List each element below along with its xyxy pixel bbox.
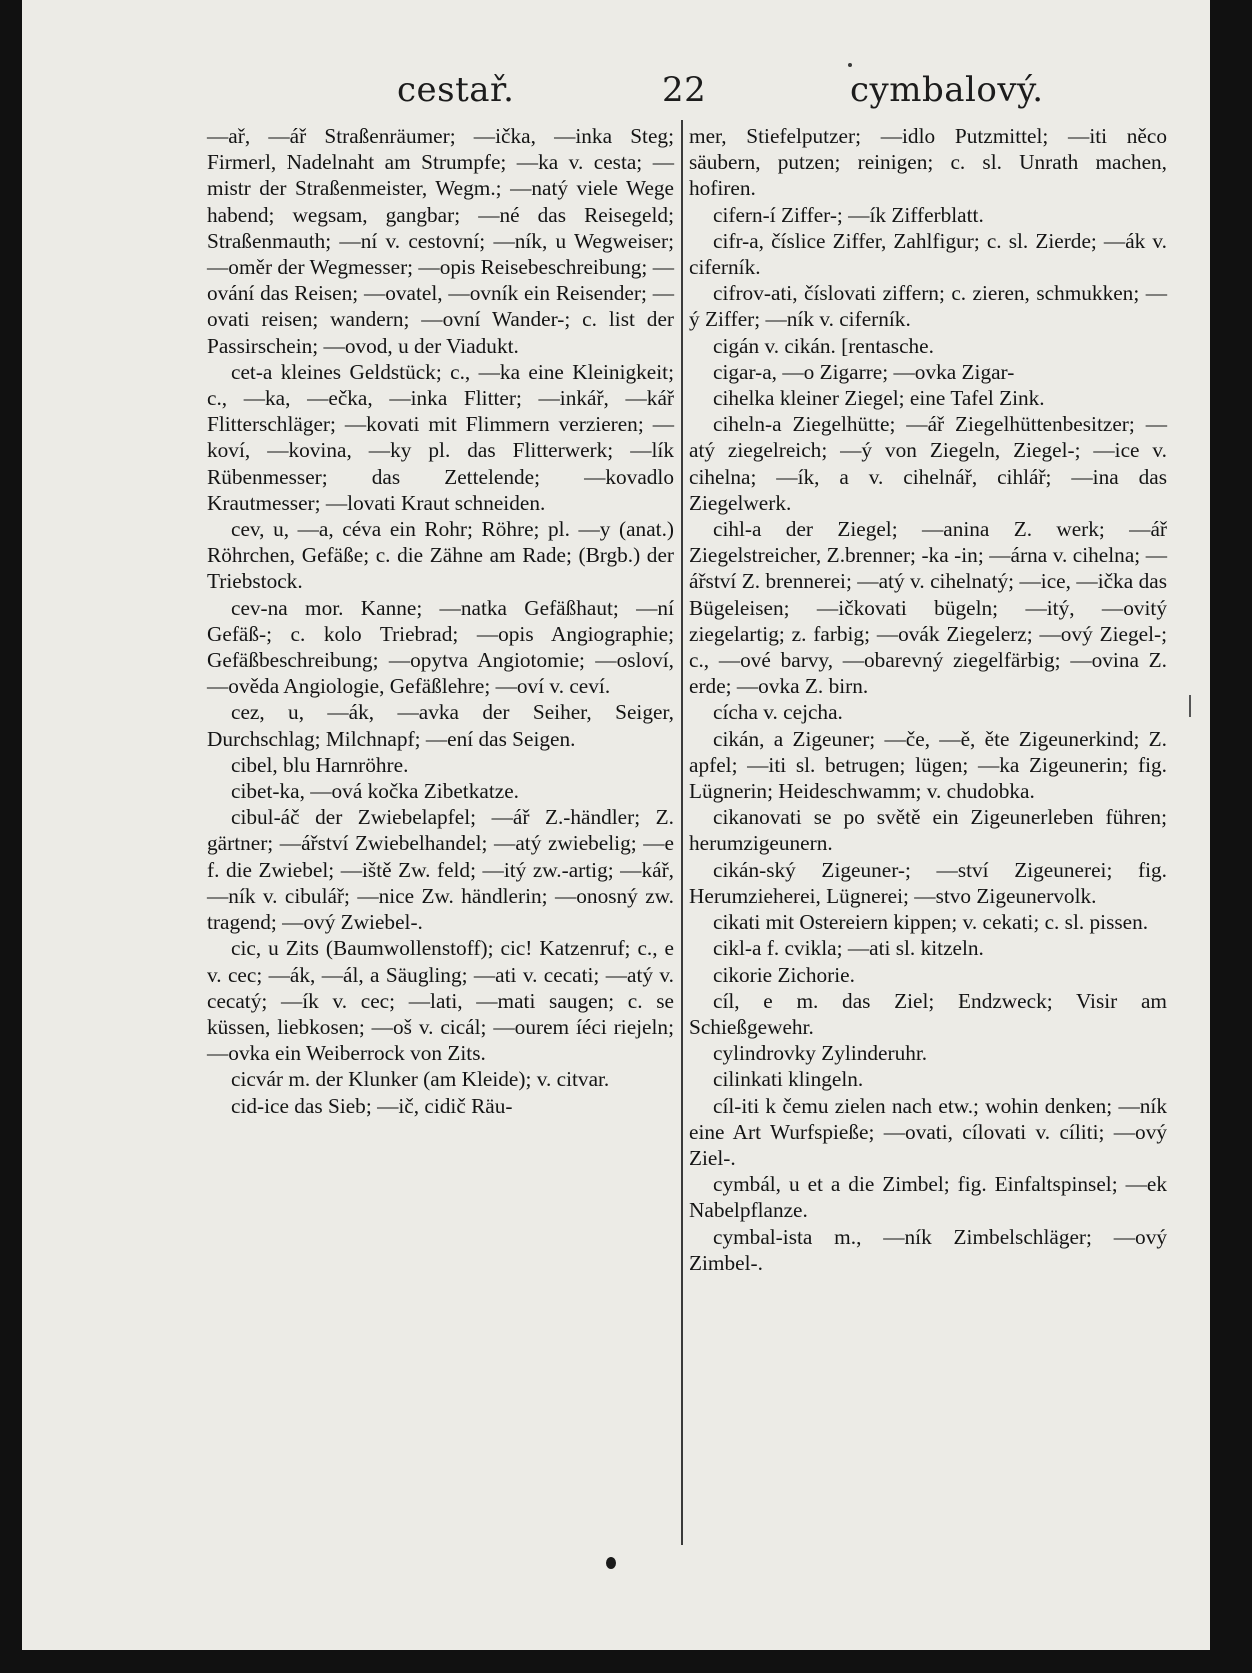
left-guideword: cestař. xyxy=(397,70,515,110)
dictionary-entry: cifrov-ati, číslovati ziffern; c. zieren, schmukken; —ý Ziffer; —ník v. ciferník. xyxy=(689,281,1167,332)
dictionary-entry: cifr-a, číslice Ziffer, Zahlfigur; c. sl. Zierde; —ák v. ciferník. xyxy=(689,228,1167,280)
right-guideword: cymbalový. xyxy=(850,70,1044,110)
print-speck xyxy=(848,63,852,67)
dictionary-entry: cihelka kleiner Ziegel; eine Tafel Zink. xyxy=(713,386,1045,411)
dictionary-entry: cigán v. cikán. [rentasche. xyxy=(713,333,934,358)
right-column xyxy=(689,123,1167,1276)
dictionary-entry: cylindrovky Zylinderuhr. xyxy=(713,1041,928,1066)
dictionary-entry: cez, u, —ák, —avka der Seiher, Seiger, Durchschlag; Milchnapf; —ení das Seigen. xyxy=(207,700,674,751)
dictionary-entry: cymbál, u et a die Zimbel; fig. Einfaltspinsel; —ek Nabelpflanze. xyxy=(689,1172,1167,1223)
dictionary-entry: cícha v. cejcha. xyxy=(713,700,843,725)
dictionary-entry: —ař, —ář Straßenräumer; —ička, —inka Steg; Firmerl, Nadelnaht am Strumpfe; —ka v. cesta; —mistr der Straßenmeister, Wegm.; —natý viele Wege habend; wegsam, gangbar; —né das Reisegeld; Straßenmauth; —ní v. cestovní; —ník, u Wegweiser; —oměr der Wegmesser; —opis Reisebeschreibung; —ování das Reisen; —ovatel, —ovník ein Reisender; —ovati reisen; wandern; —ovní Wander-; c. list der Passirschein; —ovod, u der Viadukt. xyxy=(207,124,674,358)
dictionary-entry: cikl-a f. cvikla; —ati sl. kitzeln. xyxy=(713,936,984,961)
column-divider xyxy=(681,120,683,1545)
dictionary-entry: cid-ice das Sieb; —ič, cidič Räu- xyxy=(231,1093,513,1118)
dictionary-entry: cymbal-ista m., —ník Zimbelschläger; —ový Zimbel-. xyxy=(689,1224,1167,1275)
page-header xyxy=(22,70,1210,120)
footer-dot xyxy=(606,1557,616,1569)
dictionary-entry: cikanovati se po světě ein Zigeunerleben führen; herumzigeunern. xyxy=(689,805,1167,856)
dictionary-entry: cev-na mor. Kanne; —natka Gefäßhaut; —ní Gefäß-; c. kolo Triebrad; —opis Angiographie; Gefäßbeschreibung; —opytva Angiotomie; —osloví, —ověda Angiologie, Gefäßlehre; —oví v. ceví. xyxy=(207,595,674,699)
dictionary-entry: cikorie Zichorie. xyxy=(713,962,855,987)
dictionary-page xyxy=(22,0,1210,1650)
dictionary-entry: cíl, e m. das Ziel; Endzweck; Visir am Schießgewehr. xyxy=(689,988,1167,1039)
left-column xyxy=(207,123,674,1119)
dictionary-entry: cibet-ka, —ová kočka Zibetkatze. xyxy=(231,779,519,804)
dictionary-entry: cev, u, —a, céva ein Rohr; Röhre; pl. —y (anat.) Röhrchen, Gefäße; c. die Zähne am Rade; (Brgb.) der Triebstock. xyxy=(207,517,674,594)
dictionary-entry: ciheln-a Ziegelhütte; —ář Ziegelhüttenbesitzer; —atý ziegelreich; —ý von Ziegeln, Ziegel-; —ice v. cihelna; —ík, a v. cihelnář, cihlář; —ina das Ziegelwerk. xyxy=(689,412,1167,515)
dictionary-entry: cihl-a der Ziegel; —anina Z. werk; —ář Ziegelstreicher, Z.brenner; -ka -in; —árna v. cihelna; —ářství Z. brennerei; —atý v. cihelnatý; —ice, —ička das Bügeleisen; —ičkovati bügeln; —itý, —ovitý ziegelartig; z. farbig; —ovák Ziegelerz; —ový Ziegel-; c., —ové barvy, —obarevný ziegelfärbig; —ovina Z. erde; —ovka Z. birn. xyxy=(689,517,1167,699)
dictionary-entry: cic, u Zits (Baumwollenstoff); cic! Katzenruf; c., e v. cec; —ák, —ál, a Säugling; —ati v. cecati; —atý v. cecatý; —ík v. cec; —lati, —mati saugen; c. se küssen, liebkosen; —oš v. cicál; —ourem íéci riejeln; —ovka ein Weiberrock von Zits. xyxy=(207,936,674,1066)
dictionary-entry: cikati mit Ostereiern kippen; v. cekati; c. sl. pissen. xyxy=(713,910,1149,935)
dictionary-entry: cifern-í Ziffer-; —ík Zifferblatt. xyxy=(713,202,984,227)
dictionary-entry: cíl-iti k čemu zielen nach etw.; wohin denken; —ník eine Art Wurfspieße; —ovati, cílovati v. cíliti; —ový Ziel-. xyxy=(689,1093,1167,1170)
margin-mark xyxy=(1189,695,1191,717)
page-number: 22 xyxy=(662,70,707,110)
dictionary-entry: cikán-ský Zigeuner-; —ství Zigeunerei; fig. Herumzieherei, Lügnerei; —stvo Zigeunervolk. xyxy=(689,857,1167,908)
dictionary-entry: mer, Stiefelputzer; —idlo Putzmittel; —iti něco säubern, putzen; reinigen; c. sl. Unrath machen, hofiren. xyxy=(689,124,1167,201)
dictionary-entry: cikán, a Zigeuner; —če, —ě, ěte Zigeunerkind; Z. apfel; —iti sl. betrugen; lügen; —ka Zigeunerin; fig. Lügnerin; Heideschwamm; v. chudobka. xyxy=(689,726,1167,804)
dictionary-entry: cibel, blu Harnröhre. xyxy=(231,752,409,777)
dictionary-entry: cibul-áč der Zwiebelapfel; —ář Z.-händler; Z. gärtner; —ářství Zwiebelhandel; —atý zwiebelig; —e f. die Zwiebel; —iště Zw. feld; —itý zw.-artig; —kář, —ník v. cibulář; —nice Zw. händlerin; —onosný zw. tragend; —ový Zwiebel-. xyxy=(207,805,674,935)
dictionary-entry: cicvár m. der Klunker (am Kleide); v. citvar. xyxy=(231,1067,610,1092)
dictionary-entry: cilinkati klingeln. xyxy=(713,1067,864,1092)
dictionary-entry: cet-a kleines Geldstück; c., —ka eine Kleinigkeit; c., —ka, —ečka, —inka Flitter; —inkář, —kář Flitterschläger; —kovati mit Flimmern verzieren; —koví, —kovina, —ky pl. das Flitterwerk; —lík Rübenmesser; das Zettelende; —kovadlo Krautmesser; —lovati Kraut schneiden. xyxy=(207,359,674,515)
dictionary-entry: cigar-a, —o Zigarre; —ovka Zigar- xyxy=(713,359,1015,384)
